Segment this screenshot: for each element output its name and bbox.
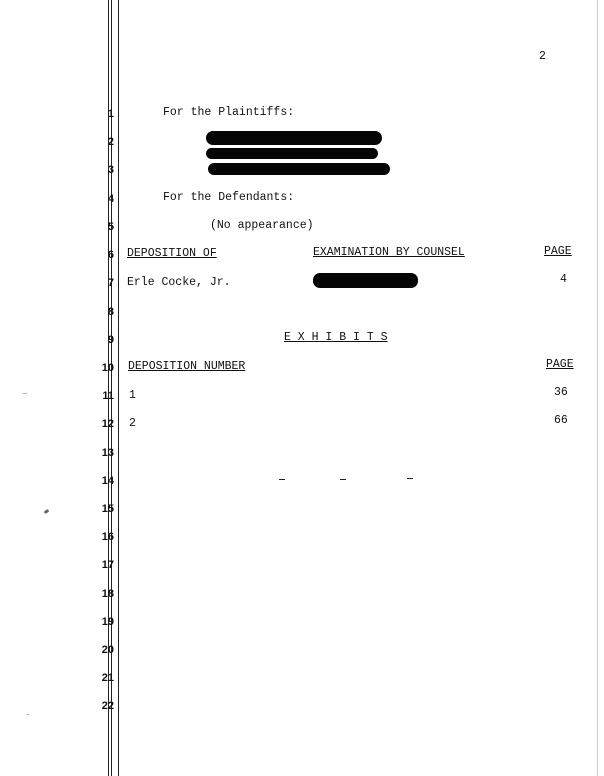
defendants-label: For the Defendants:	[163, 191, 295, 204]
line-number: 13	[101, 447, 114, 459]
line-number: 17	[101, 559, 114, 571]
line-number: 12	[101, 418, 114, 430]
line-number: 7	[107, 277, 114, 289]
plaintiffs-label: For the Plaintiffs:	[163, 106, 295, 119]
deposition-of-header: DEPOSITION OF	[127, 247, 217, 260]
line-number: 10	[101, 362, 114, 374]
deposition-number-header: DEPOSITION NUMBER	[128, 360, 246, 373]
exhibit-number: 2	[129, 417, 136, 430]
page-header: PAGE	[544, 245, 572, 258]
line-number: 22	[101, 700, 114, 712]
line-number: 1	[107, 108, 114, 120]
line-number: 6	[107, 249, 114, 261]
scan-mark	[26, 714, 29, 715]
scan-mark	[22, 393, 27, 394]
redaction-bar	[313, 273, 418, 288]
right-margin-rule	[597, 0, 598, 776]
line-number: 4	[107, 193, 114, 205]
end-dash	[340, 479, 346, 480]
end-dash	[279, 479, 285, 480]
end-dash	[407, 478, 413, 479]
redaction-bar	[206, 131, 382, 145]
witness-page: 4	[560, 273, 567, 286]
redaction-bar	[206, 148, 378, 159]
defendants-value: (No appearance)	[210, 219, 314, 232]
line-number: 14	[101, 475, 114, 487]
exhibit-page: 66	[554, 414, 568, 427]
inner-margin-rule	[118, 0, 119, 776]
exhibit-page: 36	[554, 386, 568, 399]
line-number: 18	[101, 588, 114, 600]
line-number: 19	[101, 616, 114, 628]
line-number: 15	[101, 503, 114, 515]
exhibit-number: 1	[129, 389, 136, 402]
exhibits-heading: E X H I B I T S	[284, 331, 388, 344]
scan-speck	[44, 509, 50, 514]
line-number: 3	[107, 164, 114, 176]
examination-header: EXAMINATION BY COUNSEL	[313, 246, 465, 259]
line-number: 2	[107, 136, 114, 148]
line-number: 11	[102, 390, 114, 402]
exhibits-page-header: PAGE	[546, 358, 574, 371]
line-number: 5	[107, 221, 114, 233]
redaction-bar	[208, 163, 390, 175]
line-number: 16	[101, 531, 114, 543]
line-number: 9	[107, 334, 114, 346]
page-number: 2	[539, 50, 546, 63]
line-number: 20	[101, 644, 114, 656]
line-number: 8	[107, 306, 114, 318]
witness-name: Erle Cocke, Jr.	[127, 276, 231, 289]
line-number: 21	[101, 672, 114, 684]
